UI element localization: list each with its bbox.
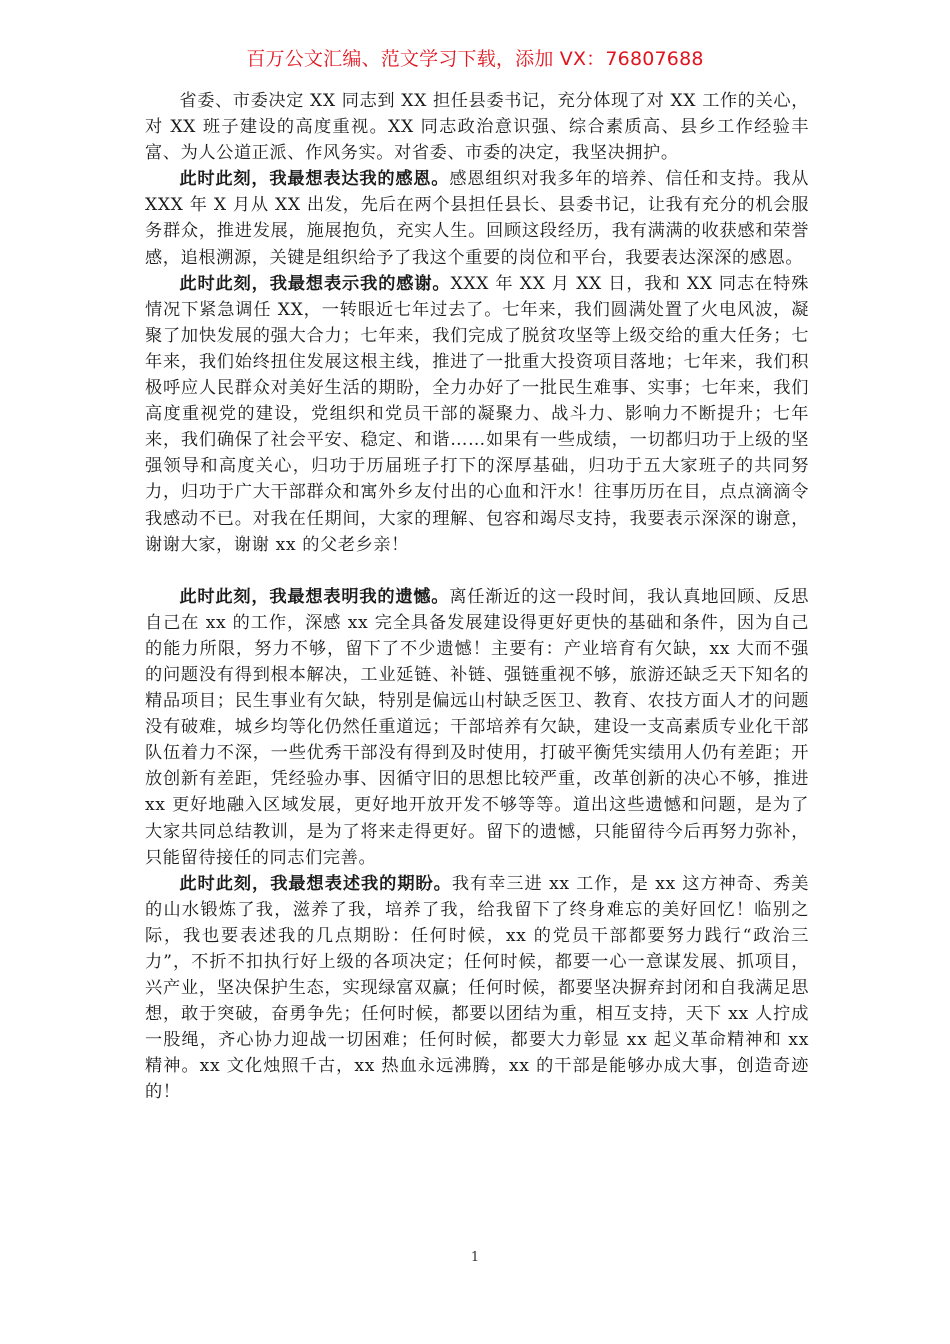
paragraph-regrets [145, 584, 809, 871]
paragraph-intro [145, 88, 809, 166]
paragraph-text: 离任渐近的这一段时间，我认真地回顾、反思自己在 xx 的工作，深感 xx 完全具备发展建设得更好更快的基础和条件，因为自己的能力所限，努力不够，留下了不少遗憾！主要有：产业培育有欠缺，xx 大而不强的问题没有得到根本解决，工业延链、补链、强链重视不够，旅游还缺乏天下知名的精品项目；民生事业有欠缺，特别是偏远山村缺乏医卫、教育、农技方面人才的问题没有破难，城乡均等化仍然任重道远；干部培养有欠缺，建设一支高素质专业化干部队伍着力不深，一些优秀干部没有得到及时使用，打破平衡凭实绩用人仍有差距；开放创新有差距，凭经验办事、因循守旧的思想比较严重，改革创新的决心不够，推进 xx 更好地融入区域发展，更好地开放开发不够等等。道出这些遗憾和问题，是为了大家共同总结教训，是为了将来走得更好。留下的遗憾，只能留待今后再努力弥补，只能留待接任的同志们完善。 [145, 586, 809, 868]
paragraph-text: XXX 年 XX 月 XX 日，我和 XX 同志在特殊情况下紧急调任 XX，一转眼近七年过去了。七年来，我们圆满处置了火电风波，凝聚了加快发展的强大合力；七年来，我们完成了脱贫攻坚等上级交给的重大任务；七年来，我们始终扭住发展这根主线，推进了一批重大投资项目落地；七年来，我们积极呼应人民群众对美好生活的期盼，全力办好了一批民生难事、实事；七年来，我们高度重视党的建设，党组织和党员干部的凝聚力、战斗力、影响力不断提升；七年来，我们确保了社会平安、稳定、和谐……如果有一些成绩，一切都归功于上级的坚强领导和高度关心，归功于历届班子打下的深厚基础，归功于五大家班子的共同努力，归功于广大干部群众和寓外乡友付出的心血和汗水！往事历历在目，点点滴滴令我感动不已。对我在任期间，大家的理解、包容和竭尽支持，我要表示深深的谢意，谢谢大家，谢谢 xx 的父老乡亲！ [145, 273, 809, 555]
paragraph-lead: 此时此刻，我最想表达我的感恩。 [179, 169, 450, 190]
download-banner: 百万公文汇编、范文学习下载，添加 VX：76807688 [246, 48, 704, 70]
document-body [145, 88, 809, 1106]
paragraph-thanks [145, 271, 809, 558]
page-number: 1 [470, 1250, 480, 1265]
paragraph-text: 我有幸三进 xx 工作，是 xx 这方神奇、秀美的山水锻炼了我，滋养了我，培养了我，给我留下了终身难忘的美好回忆！临别之际，我也要表述我的几点期盼：任何时候，xx 的党员干部都要努力践行“政治三力”，不折不扣执行好上级的各项决定；任何时候，都要一心一意谋发展、抓项目，兴产业，坚决保护生态，实现绿富双赢；任何时候，都要坚决摒弃封闭和自我满足思想，敢于突破，奋勇争先；任何时候，都要以团结为重，相互支持，天下 xx 人拧成一股绳，齐心协力迎战一切困难；任何时候，都要大力彰显 xx 起义革命精神和 xx 精神。xx 文化烛照千古，xx 热血永远沸腾，xx 的干部是能够办成大事，创造奇迹的！ [145, 873, 809, 1103]
paragraph-text: 感恩组织对我多年的培养、信任和支持。我从 XXX 年 X 月从 XX 出发，先后在两个县担任县长、县委书记，让我有充分的机会服务群众，推进发展，施展抱负，充实人生。回顾这段经历，我有满满的收获感和荣誉感，追根溯源，关键是组织给予了我这个重要的岗位和平台，我要表达深深的感恩。 [145, 169, 809, 268]
paragraph-lead: 此时此刻，我最想表述我的期盼。 [179, 873, 452, 894]
paragraph-gratitude [145, 166, 809, 270]
paragraph-text: 省委、市委决定 XX 同志到 XX 担任县委书记，充分体现了对 XX 工作的关心，对 XX 班子建设的高度重视。XX 同志政治意识强、综合素质高、县乡工作经验丰富、为人公道正派、作风务实。对省委、市委的决定，我坚决拥护。 [145, 91, 809, 164]
paragraph-expectations [145, 871, 809, 1106]
paragraph-lead: 此时此刻，我最想表明我的遗憾。 [179, 586, 450, 607]
paragraph-lead: 此时此刻，我最想表示我的感谢。 [179, 273, 451, 294]
